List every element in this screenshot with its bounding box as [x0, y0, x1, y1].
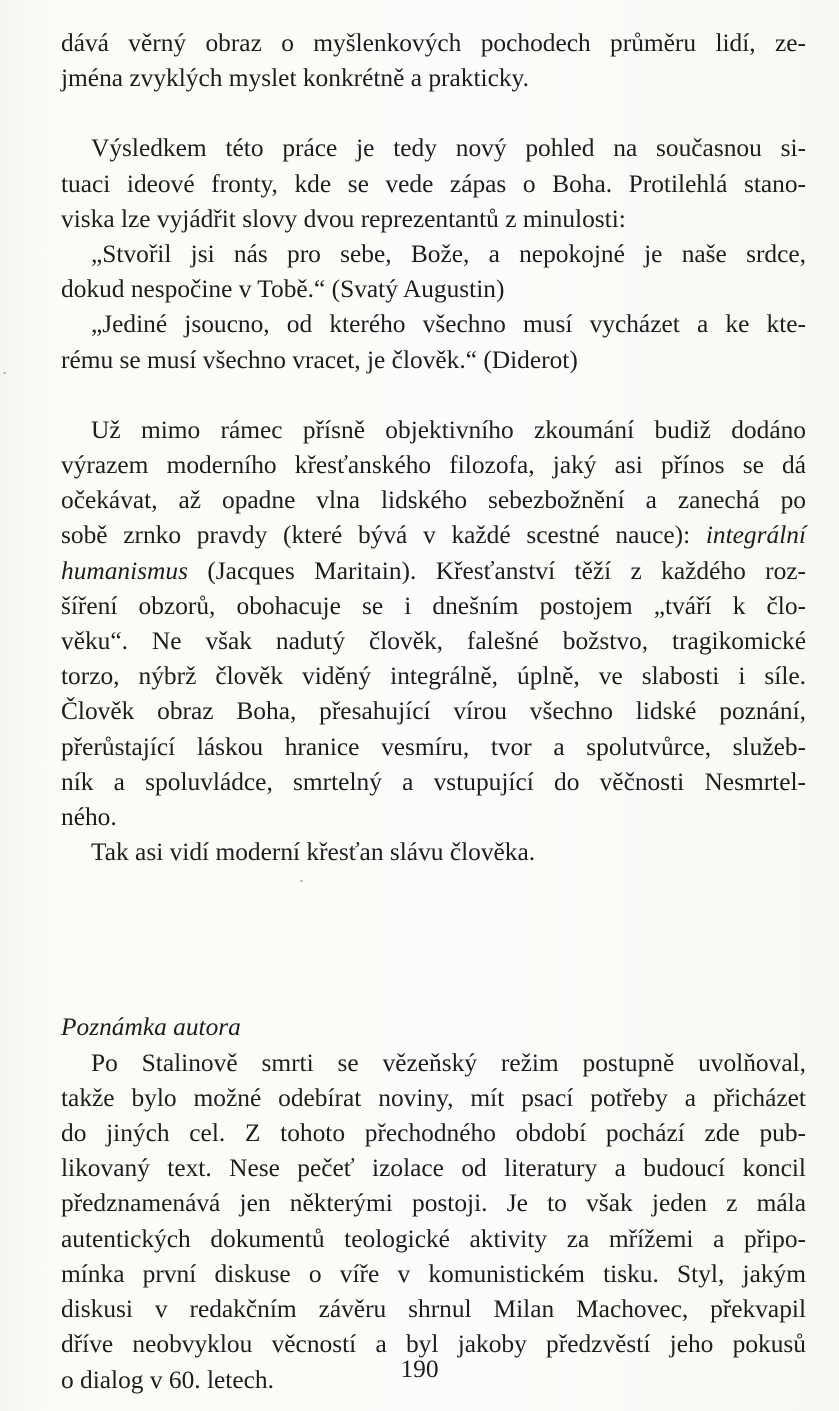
text-line: jména zvyklých myslet konkrétně a prakticky.: [61, 64, 529, 93]
paper-speck: [3, 372, 6, 374]
note-line: diskusi v redakčním závěru shrnul Milan Machovec, překvapil: [61, 1295, 806, 1324]
text-line: ník a spoluvládce, smrtelný a vstupující do věčnosti Nesmrtel-: [61, 767, 806, 796]
note-line: takže bylo možné odebírat noviny, mít psací potřeby a přicházet: [61, 1083, 806, 1112]
text-segment: sobě zrnko pravdy (které bývá v každé scestné nauce):: [61, 521, 706, 550]
note-line: autentických dokumentů teologické aktivity za mřížemi a připo-: [61, 1224, 806, 1253]
note-line: Po Stalinově smrti se vězeňský režim postupně uvolňoval,: [91, 1048, 806, 1077]
text-line: výrazem moderního křesťanského filozofa, jaký asi přínos se dá: [61, 451, 806, 480]
text-line: [61, 554, 806, 589]
note-line: mínka první diskuse o víře v komunistickém tisku. Styl, jakým: [61, 1259, 806, 1288]
note-line: likovaný text. Nese pečeť izolace od literatury a budoucí koncil: [61, 1154, 806, 1183]
text-segment: (Jacques Maritain). Křesťanství těží z každého roz-: [187, 556, 806, 585]
body-text: [61, 26, 806, 1398]
note-line: o dialog v 60. letech.: [61, 1365, 274, 1394]
text-line: šíření obzorů, obohacuje se i dnešním postojem „tváří k člo-: [61, 591, 806, 620]
note-line: do jiných cel. Z tohoto přechodného období pochází zde pub-: [61, 1119, 806, 1148]
text-line: [61, 518, 806, 553]
quote-line: „Stvořil jsi nás pro sebe, Bože, a nepokojné je naše srdce,: [91, 240, 806, 269]
italic-term: integrální: [705, 521, 806, 550]
text-line: přerůstající láskou hranice vesmíru, tvor a spolutvůrce, služeb-: [61, 732, 806, 761]
italic-term: humanismus: [61, 556, 188, 585]
quote-line: rému se musí všechno vracet, je člověk.“ (Diderot): [61, 345, 578, 374]
text-line: Člověk obraz Boha, přesahující vírou všechno lidské poznání,: [61, 697, 806, 726]
quote-line: „Jediné jsoucno, od kterého všechno musí vycházet a ke kte-: [91, 310, 806, 339]
text-line: Tak asi vidí moderní křesťan slávu člověka.: [91, 838, 536, 867]
text-line: očekávat, až opadne vlna lidského sebezbožnění a zanechá po: [61, 486, 806, 515]
quote-line: dokud nespočine v Tobě.“ (Svatý Augustin): [61, 275, 505, 304]
text-line: Už mimo rámec přísně objektivního zkoumání budiž dodáno: [91, 415, 806, 444]
page-number: 190: [400, 1355, 439, 1383]
text-line: viska lze vyjádřit slovy dvou reprezentantů z minulosti:: [61, 204, 626, 233]
note-line: předznamenává jen některými postoji. Je to však jeden z mála: [61, 1189, 806, 1218]
note-heading: Poznámka autora: [61, 1013, 241, 1042]
text-line: Výsledkem této práce je tedy nový pohled na současnou si-: [91, 134, 806, 163]
text-line: dává věrný obraz o myšlenkových pochodech průměru lidí, ze-: [61, 29, 806, 57]
text-line: tuaci ideové fronty, kde se vede zápas o Boha. Protilehlá stano-: [61, 169, 806, 198]
text-line: torzo, nýbrž člověk viděný integrálně, úplně, ve slabosti i síle.: [61, 662, 806, 691]
text-line: věku“. Ne však nadutý člověk, falešné božstvo, tragikomické: [61, 627, 806, 656]
note-line: dříve neobvyklou věcností a byl jakoby předzvěstí jeho pokusů: [61, 1330, 806, 1359]
text-line: ného.: [61, 803, 117, 832]
